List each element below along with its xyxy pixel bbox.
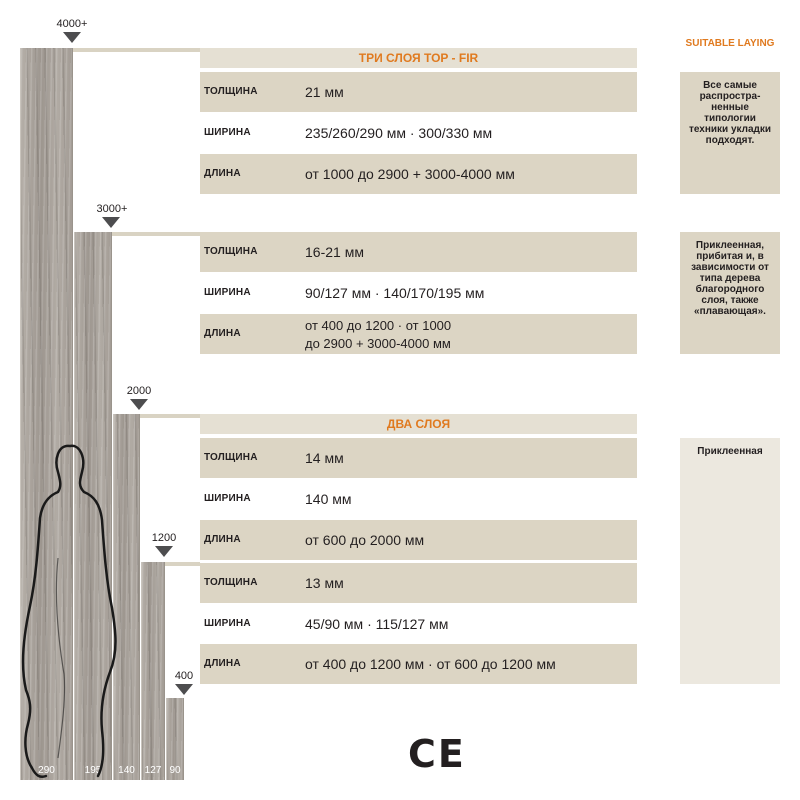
triangle-down-icon (102, 217, 120, 228)
section3-title: ДВА СЛОЯ (200, 414, 637, 434)
thickness-label: ТОЛЩИНА (204, 246, 258, 257)
length-value: от 600 до 2000 мм (305, 532, 425, 548)
marker-1200: 1200 (151, 532, 177, 544)
width-value: 235/260/290 мм · 300/330 мм (305, 125, 493, 141)
section3-width-row (200, 479, 637, 519)
triangle-down-icon (175, 684, 193, 695)
width-value: 45/90 мм · 115/127 мм (305, 616, 449, 632)
section2-length-row (200, 314, 637, 354)
plank-90 (166, 698, 184, 780)
length-value: от 400 до 1200 мм · от 600 до 1200 мм (305, 656, 556, 672)
thickness-value: 21 мм (305, 84, 344, 100)
length-label: ДЛИНА (204, 328, 241, 339)
section1-width-row (200, 113, 637, 153)
length-label: ДЛИНА (204, 658, 241, 669)
marker-2000: 2000 (126, 385, 152, 397)
width-label: ШИРИНА (204, 618, 251, 629)
section4-length-row (200, 644, 637, 684)
section1-thickness-row (200, 72, 637, 112)
connector-2 (112, 232, 200, 236)
triangle-down-icon (130, 399, 148, 410)
section3-thickness-row (200, 438, 637, 478)
width-value: 90/127 мм · 140/170/195 мм (305, 285, 485, 301)
plank-290-label: 290 (38, 765, 55, 776)
width-label: ШИРИНА (204, 127, 251, 138)
thickness-value: 14 мм (305, 450, 344, 466)
human-silhouette-icon (18, 438, 128, 783)
laying-box-2: Приклеенная, прибитая и, в зависимости от типа дерева благородного слоя, также «плавающая». (680, 232, 780, 354)
marker-4000: 4000+ (56, 18, 88, 30)
laying-box-3: Приклеенная (680, 438, 780, 684)
length-value-line2: до 2900 + 3000-4000 мм (305, 336, 451, 351)
connector-4 (165, 562, 200, 566)
plank-127 (141, 562, 165, 780)
length-value-line1: от 400 до 1200 · от 1000 (305, 318, 452, 333)
ce-mark: CE (408, 732, 466, 776)
length-label: ДЛИНА (204, 534, 241, 545)
thickness-value: 13 мм (305, 575, 344, 591)
plank-90-label: 90 (169, 765, 181, 776)
marker-400: 400 (174, 670, 194, 682)
section1-length-row (200, 154, 637, 194)
section4-thickness-row (200, 563, 637, 603)
section3-length-row (200, 520, 637, 560)
section2-thickness-row (200, 232, 637, 272)
length-label: ДЛИНА (204, 168, 241, 179)
length-value: от 1000 до 2900 + 3000-4000 мм (305, 166, 515, 182)
section4-width-row (200, 604, 637, 644)
suitable-laying-title: SUITABLE LAYING (685, 38, 775, 49)
triangle-down-icon (63, 32, 81, 43)
thickness-label: ТОЛЩИНА (204, 452, 258, 463)
connector-3 (140, 414, 200, 418)
width-value: 140 мм (305, 491, 352, 507)
section1-title: ТРИ СЛОЯ TOP - FIR (200, 48, 637, 68)
marker-3000: 3000+ (96, 203, 128, 215)
length-value (305, 317, 451, 357)
plank-195-label: 195 (84, 765, 102, 776)
width-label: ШИРИНА (204, 287, 251, 298)
laying-box-1: Все самые распростра-ненные типологии техники укладки подходят. (680, 72, 780, 194)
section2-width-row (200, 273, 637, 313)
triangle-down-icon (155, 546, 173, 557)
plank-140-label: 140 (118, 765, 135, 776)
connector-1 (73, 48, 200, 52)
plank-127-label: 127 (144, 765, 162, 776)
thickness-label: ТОЛЩИНА (204, 86, 258, 97)
width-label: ШИРИНА (204, 493, 251, 504)
thickness-label: ТОЛЩИНА (204, 577, 258, 588)
thickness-value: 16-21 мм (305, 244, 364, 260)
